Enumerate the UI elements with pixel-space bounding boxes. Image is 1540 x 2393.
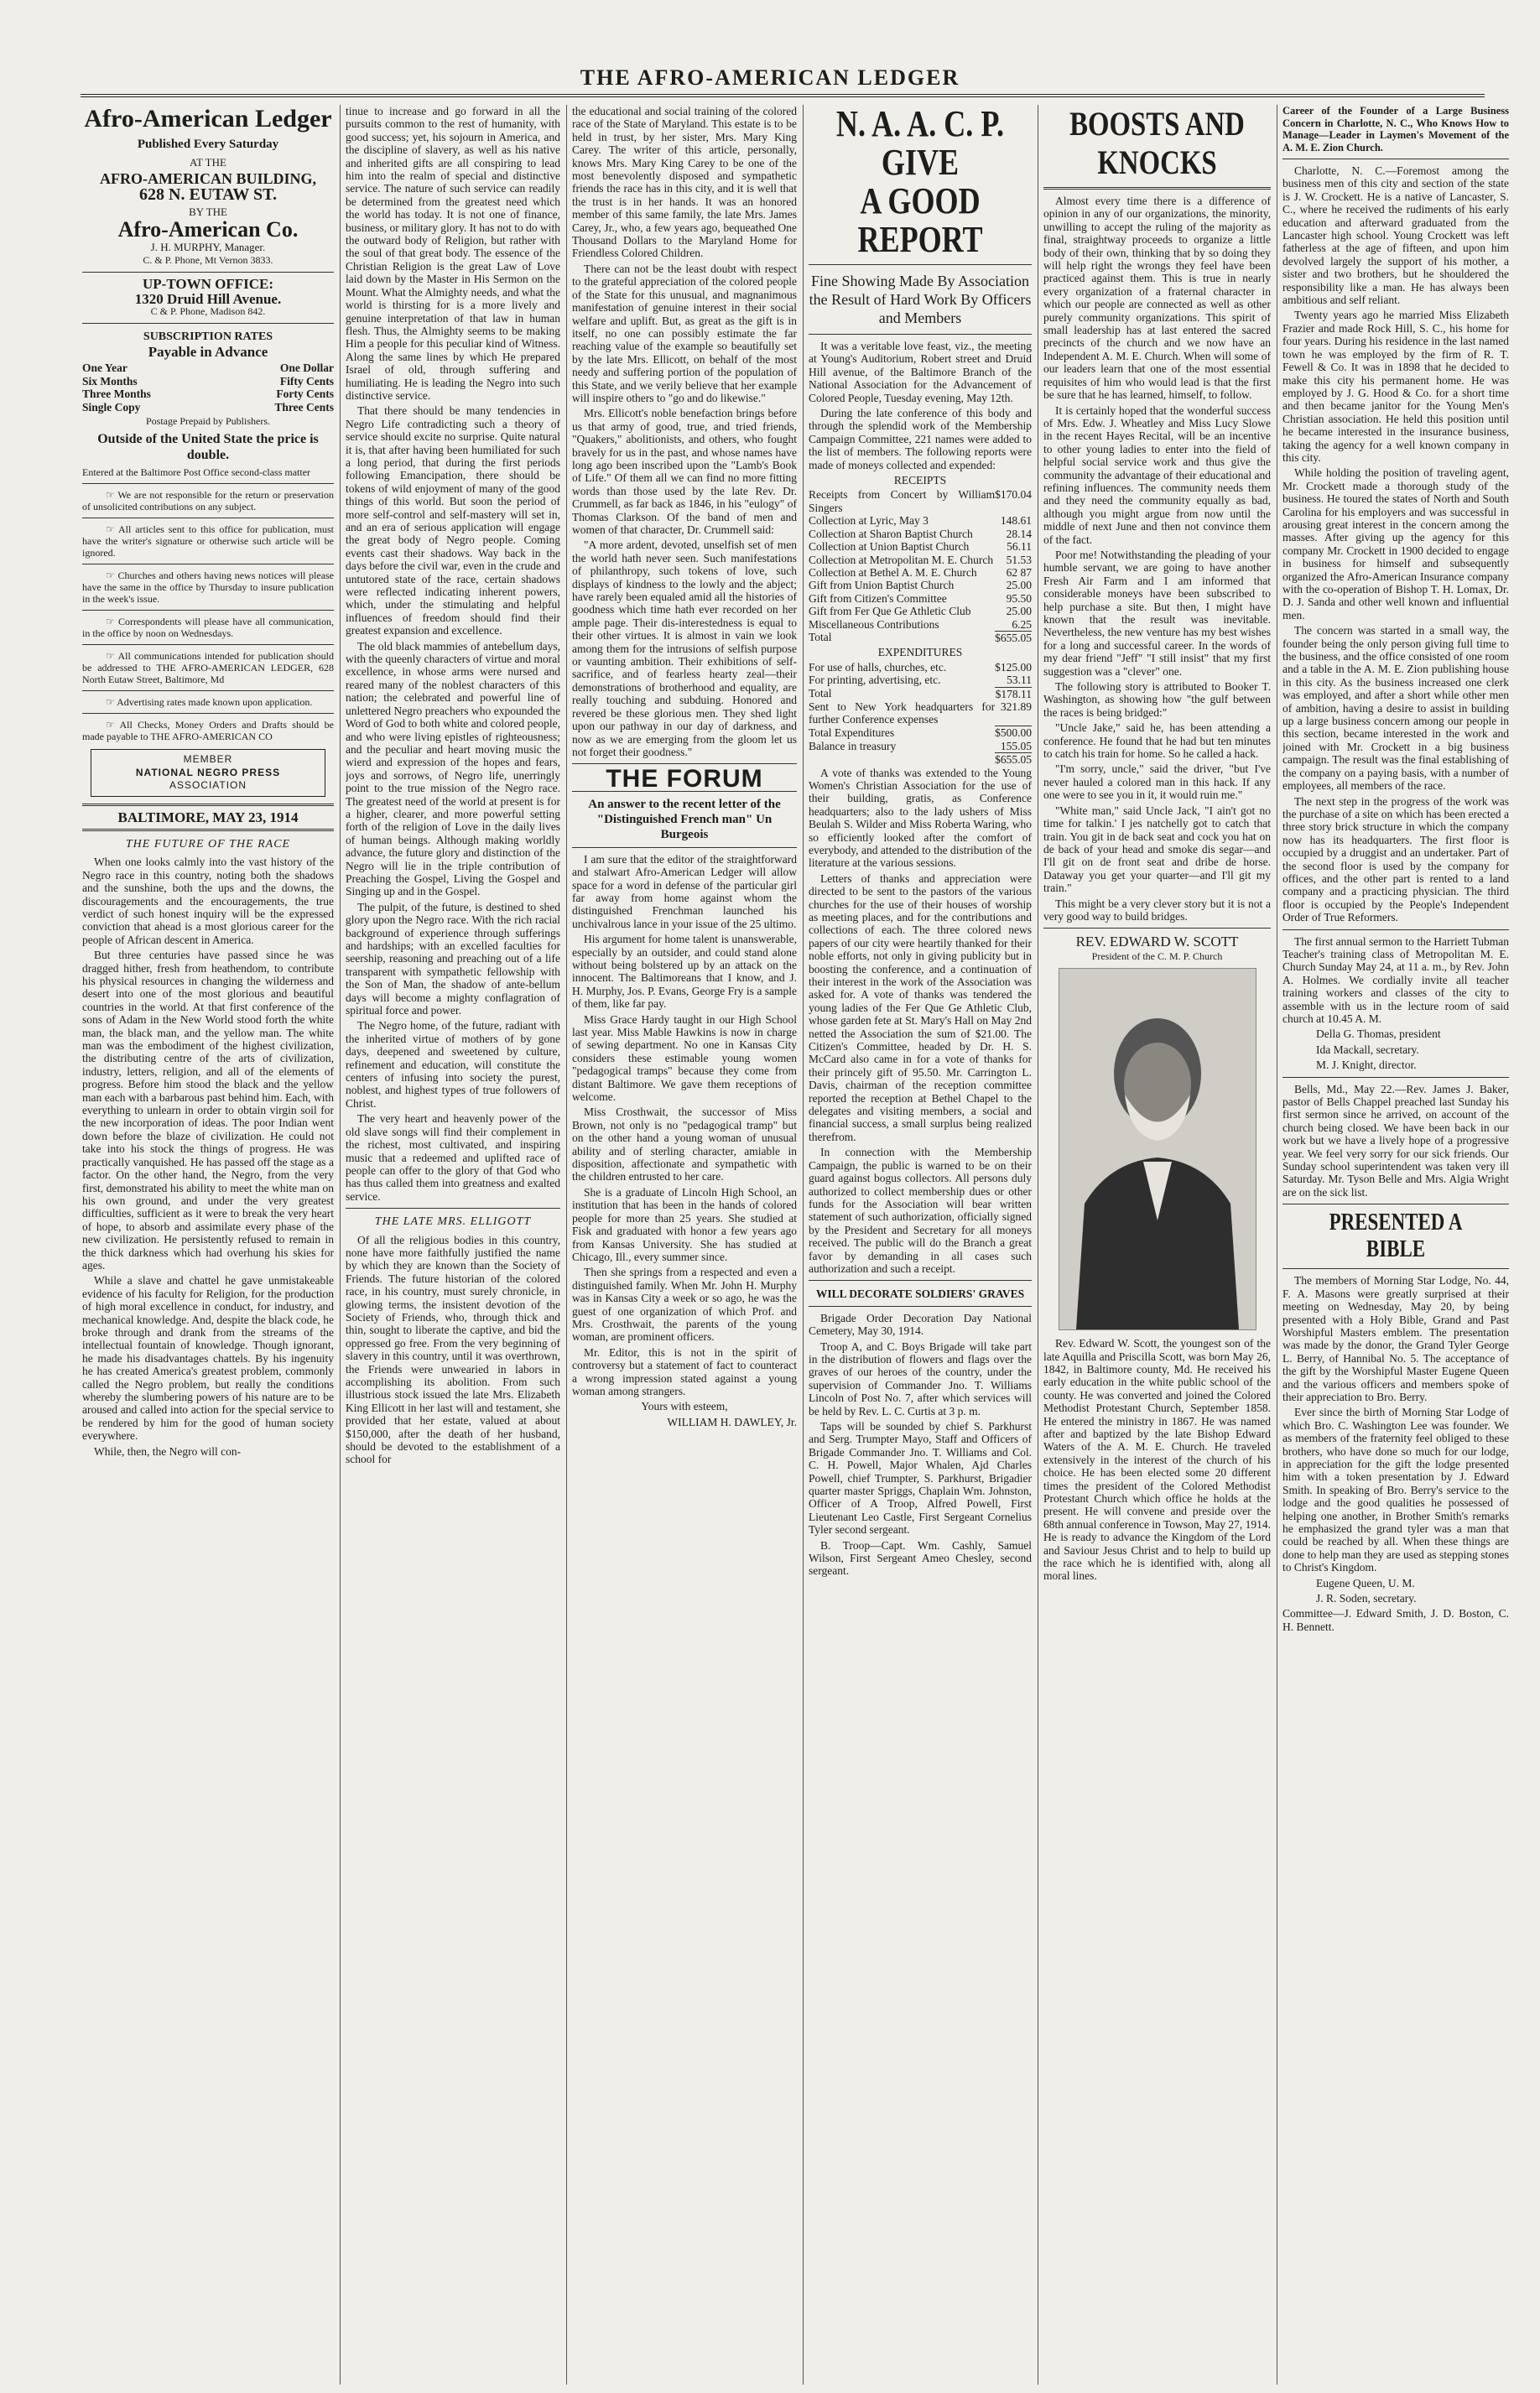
notice: ☞ We are not responsible for the return or preservation of unsolicited contributions on any subject. [82, 489, 334, 513]
notice: ☞ All communications intended for publication should be addressed to THE AFRO-AMERICAN LEDGER, 628 North Eutaw Street, Baltimore, Md [82, 650, 334, 686]
forum-title: THE FORUM [606, 765, 763, 793]
receipt-total-row: Total $655.05 [809, 631, 1032, 644]
manager: J. H. MURPHY, Manager. [150, 241, 266, 254]
elliott-paragraph: Mrs. Ellicott's noble benefaction brings before us that army of good, true, and tried friends, "Quakers," abolitionists, and others, who fought bravely for us in the past, and whose names have long ago been inscribed upon the "Lamb's Book of Life." Of them all we can find no more fitting words than those used by the late Rev. Dr. Crummell, as far back as 1846, in his "eulogy" of Thomas Clarkson. Of the band of men and women of that character, Dr. Crummell said: [572, 407, 797, 536]
graves-paragraph: Brigade Order Decoration Day National Cemetery, May 30, 1914. [809, 1311, 1032, 1338]
column-6 [1282, 105, 1509, 2385]
masthead: THE AFRO-AMERICAN LEDGER [580, 65, 960, 90]
boosts-paragraph: "Uncle Jake," said he, has been attending a conference. He found that he had but ten minutes to catch his train for home. So he called a hack. [1043, 721, 1271, 761]
forum-paragraph: His argument for home talent is unanswerable, especially by an outsider, and could stand alone without being bolstered up by an attack on the innocent. The Baltimoreans that I know, and J. H. Murphy, Jos. P. Evans, George Fry is a sample of them, like far pay. [572, 933, 797, 1011]
bible-signature: Committee—J. Edward Smith, J. D. Boston, C. H. Bennett. [1282, 1607, 1509, 1633]
receipt-row: Gift from Union Baptist Church 25.00 [809, 579, 1032, 592]
naacp-paragraph: During the late conference of this body and through the splendid work of the Membership Campaign Committee, 221 names were added to the list of members. The following reports were made of moneys collected and expended: [809, 407, 1032, 471]
grand-total-row: $655.05 [995, 753, 1032, 767]
elliott-paragraph: "A more ardent, devoted, unselfish set of men the world hath never seen. Such manifestations of philanthropy, such tokens of love, such displays of kindness to the lowly and the abject; have rarely been equaled amid all the histories of goodness which time hath ever recorded on her ample page. Their dis-interestedness is equal to their other virtues. It is almost in vain we look among them for the intrusions of selfish purpose or vaunting ambition. Their exhibitions of self-sacrifice, and of fearless hearty zeal—their demonstrations of brotherhood and equality, are really touching and subduing. Honored and revered be these glorious men. They shed light upon our pathway in our day of darkness, and now as we are emerging from the gloom let us not forget their goodness." [572, 538, 797, 758]
receipt-row: Collection at Sharon Baptist Church 28.14 [809, 527, 1032, 540]
phone: C. & P. Phone, Mt Vernon 3833. [143, 253, 273, 266]
forum-paragraph: Miss Crosthwait, the successor of Miss Brown, not only is no "pedagogical tramp" but on the other hand a young woman of unusual ability and of sterling character, amiable in disposition, affectionate and sympathetic with the children entrusted to her care. [572, 1105, 797, 1183]
editorial-paragraph: The pulpit, of the future, is destined to shed glory upon the Negro race. With the rich racial background of experience through sufferings and hardships; with an excelled faculties for seership, reasoning and preaching out of a life transparent with sympathetic fellowship with the Son of Man, the shadow of ante-bellum days will become a mighty conflagration of spiritual force and power. [346, 900, 560, 1017]
graves-paragraph: Troop A, and C. Boys Brigade will take part in the distribution of flowers and flags over the graves of our heroes of the country, under the supervision of Commander Jno. T. Williams Lincoln of Post No. 7, after which services will be held by Rev. L. C. Curtis at 3 p. m. [809, 1340, 1032, 1418]
naacp-paragraph: In connection with the Membership Campaign, the public is warned to be on their guard against bogus collectors. All persons duly authorized to collect membership dues or other funds for the Association will bear written statement of such authorization, officially signed by the President and Secretary for all moneys received. The public will do the Branch a great favor by demanding in all cases such authorization and such a receipt. [809, 1146, 1032, 1275]
building-name: AFRO-AMERICAN BUILDING, [99, 169, 316, 187]
sermon-signature: M. J. Knight, director. [1316, 1059, 1417, 1072]
uptown-address: 1320 Druid Hill Avenue. [134, 290, 282, 307]
forum-subtitle: An answer to the recent letter of the "Distinguished French man" Un Burgeois [588, 797, 781, 841]
pointing-hand-icon: ☞ [106, 616, 115, 628]
editorial-paragraph: The old black mammies of antebellum days, with the queenly characters of virtue and moral excellence, in whose arms were nursed and reared many of the noblest characters of this nation; the celebrated and powerful line of unlettered Negro preachers who expounded the Word of God to both white and colored people, and who were living epistles of righteousness; and the peculiar and heart moving music the wierd and expression of the hopes and fears, joys and sorrows, of Negro life, unerringly point to the true mission of the Negro race. The greatest need of the world at present is for a higher, clearer, and more powerful setting forth of the religion of Love in the daily lives of human beings. Although making worldly advance, the future glory and distinction of the Negro will lie in the triple contribution of Preaching the Gospel, Living the Gospel and Singing up and in the Gospel. [346, 639, 560, 898]
forum-paragraph: She is a graduate of Lincoln High School, an institution that has been in the hands of colored people for more than 25 years. She studied at Fisk and graduated with honor a few years ago from Kansas University. She has studied at Chicago, Ill., every summer since. [572, 1185, 797, 1263]
receipt-row: Gift from Fer Que Ge Athletic Club 25.00 [809, 605, 1032, 618]
by-the: BY THE [189, 205, 227, 218]
elliott-paragraph: Of all the religious bodies in this country, none have more faithfully justified the name by which they are known than the Society of Friends. The future historian of the colored race, in his country, must surely chronicle, in glowing terms, the insistent devotion of the Society of Friends, who, through thick and thin, sought to liberate the captive, and bid the oppressed go free. From the very beginning of slavery in this country, until it was overthrown, the Friends were unwearied in labors in accomplishing its abolition. From such illustrious stock issued the late Mrs. Elizabeth King Ellicott in her last will and testament, she provided that her estate, valued at about $150,000, after the death of her husband, should be devoted to the establishment of a school for [346, 1233, 560, 1466]
expenditures-heading: EXPENDITURES [877, 646, 963, 659]
at-the: AT THE [190, 156, 226, 169]
expenditure-total-row: Total $178.11 [809, 687, 1032, 700]
bible-title: PRESENTED A BIBLE [1329, 1210, 1463, 1263]
expenditure-row: For printing, advertising, etc. 53.11 [809, 674, 1032, 687]
receipt-row: Collection at Metropolitan M. E. Church 51.53 [809, 553, 1032, 566]
bio-paragraph: Rev. Edward W. Scott, the youngest son of the late Aquilla and Priscilla Scott, was born May 26, 1842, in Baltimore county, Md. He received his early education in the white public school of the county. He was converted and joined the Colored Methodist Protestant Church, September 1858. He entered the ministry in 1867. He was named after and baptized by the late Bishop Edward Waters of the A. M. E. Church. He traveled extensively in the interest of the church of his choice. He has been elected some 20 different times the president of the Colored Methodist Protestant Church which office he holds at the present. He will convene and preside over the 68th annual conference in Towson, May 27, 1914. He is ready to advance the Kingdom of the Lord and Saviour Jesus Christ and to help to build up the race which he is identified with, along all moral lines. [1043, 1337, 1271, 1583]
postage-note: Postage Prepaid by Publishers. [146, 414, 270, 427]
naacp-paragraph: Letters of thanks and appreciation were directed to be sent to the pastors of the various churches for the use of their houses of worship as meeting places, and for the contributions and collections of each. The three colored news papers of our city were heartily thanked for their noble efforts, not only in giving publicity but in boosting the conference, and a continuation of their interest in the work of the Association was asked for. A vote of thanks was tendered the young ladies of the Fer Que Ge Athletic Club, whose garden fete at St. Mary's Hall on May 2nd netted the Association the sum of $21.00. The Citizen's Committee, headed by Dr. H. S. McCard also came in for a vote of thanks for their princely gift of 95.50. Mr. Carrington L. Davis, chairman of the reception committee reported the reception at Bethel Chapel to the delegates and visiting members, a social and financial success, a small surplus being realized therefrom. [809, 871, 1032, 1143]
forum-paragraph: I am sure that the editor of the straightforward and stalwart Afro-American Ledger will allow space for a word in defense of the particular girl far away from home against whom the distinguished Frenchman launched his unchivalrous lance in your issue of the 25 ultimo. [572, 852, 797, 930]
bible-paragraph: Ever since the birth of Morning Star Lodge of which Bro. C. Washington Lee was founder. We as members of the fraternity feel obliged to these brothers, who have done so much for our lodge, in appreciation for the gift the lodge presented him with a token presentation by J. Edward Smith. In speaking of Bro. Berry's service to the lodge and the good qualities he possessed of helping one another, in Brother Smith's remarks he emphasized the grand tyler was a man that could be reached by all. When these things are done to help man they are used as stepping stones to Christ's Kingdom. [1282, 1406, 1509, 1574]
editorial-paragraph: When one looks calmly into the vast history of the Negro race in this country, noting both the shadows and the sunshine, both the ups and the downs, the discouragements and the encouragements, the true verdict of such honest inquiry will be the expressed conviction that ahead is a most glorious career for the people of African descent in America. [82, 856, 334, 946]
receipt-row: Collection at Union Baptist Church 56.11 [809, 540, 1032, 554]
dateline: BALTIMORE, MAY 23, 1914 [117, 809, 299, 825]
naacp-subhead: Fine Showing Made By Association the Result of Hard Work By Officers and Members [809, 273, 1032, 326]
crockett-paragraph: Twenty years ago he married Miss Elizabeth Frazier and made Rock Hill, S. C., his home for four years. During his residence in the last named town he was employed by the firm of R. T. Fewell & Co. It was in 1898 that he decided to make this city his permanent home. He was employed by J. G. Hood & Co. for a short time and then became janitor for the Young Men's Christian association. He held this position until he became interested in the insurance business, taking the agency for a well known company in this city. [1282, 309, 1509, 464]
graves-paragraph: Taps will be sounded by chief S. Parkhurst and Serg. Trumpter Mayo, Staff and Officers of Brigade Commander Jno. T. Williams and Col. C. H. Powell, Major Whalen, Ajd Charles Powell, chief Trumpter, S. Parkhurst, Brigadier quarter master Spriggs, Chaplain Wm. Johnston, Officer of A Troop, Alfred Powell, First Lieutenant Leo Castle, First Sergeant Cornelius Tyler second sergeant. [809, 1420, 1032, 1537]
rate-row: Three Months Forty Cents [82, 388, 334, 401]
portrait-photo [1059, 968, 1256, 1330]
expenditure-row: Sent to New York headquarters for further Conference expenses 321.89 [809, 700, 1032, 726]
editorial-paragraph: While a slave and chattel he gave unmistakeable evidence of his faculty for Religion, for the production of high moral excellence in conduct, for industry, and mechanical knowledge. And, despite the black code, he broke through and drank from the streams of the intellectual fountain of knowledge. Though ignorant, he made his disadvantages chattels. By his ingenuity he has created America's greatest problem, commonly called the Negro problem, but really the conditions whereby the slumbering powers of his nature are to be aroused and called into action for the special service to be rendered by him for the good of human society everywhere. [82, 1274, 334, 1443]
notice: ☞ Churches and others having news notices will please have the same in the office by Thursday to insure publication in the week's issue. [82, 570, 334, 606]
rate-row: One Year One Dollar [82, 362, 334, 375]
forum-paragraph: Then she springs from a respected and even a distinguished family. When Mr. John H. Murphy was in Kansas City a week or so ago, he was the guest of one organization of which Prof. and Mrs. Crosthwait, the parents of the young woman, are prominent officers. [572, 1266, 797, 1344]
crockett-paragraph: The concern was started in a small way, the founder being the only person giving full time to the business, and the office consisted of one room and a table in the A. M. E. Zion publishing house in this city. As the business increased one clerk was employed, and after a short while other men of ambition, having a desire to assist in building up a large business concern among our people in this section, became interested in the work and joined with Mr. Crockett in a big business campaign. The result was the final establishing of the company on a paying basis, with a number of employees, all members of the race. [1282, 624, 1509, 793]
pointing-hand-icon: ☞ [106, 696, 115, 709]
editorial-paragraph: That there should be many tendencies in Negro Life contradicting such a theory of service should excite no surprise. Quite natural it is, that after having been humiliated for such a long period, that during the first periods following Emancipation, there should be tokens of wild enjoyment of many of the good things of this world. But soon the period of more self-control and self-mastery will set in, and an era of serious application will engage the great body of Negro people. Coming events cast their shadows. Way back in the days before the civil war, even in the crude and untutored state of the race, certain shadows were reflected indicating inherent powers, which, under the stimulating and helpful influences of freedom should find their greatest expansion and excellence. [346, 404, 560, 637]
pointing-hand-icon: ☞ [106, 650, 115, 663]
editorial-paragraph: But three centuries have passed since he was dragged hither, fresh from heathendom, to contribute his physical resources in changing the wilderness and desert into one of the most glorious and beautiful countries in the world. At that first conference of the sons of Adam in the New World stood forth the white man, the black man, and the yellow man. The white man was the embodiment of the highest civilization, the distributing centre of the arts of civilization, industry, letters, religion, and all of the elements of progress. Before him stood the black and the yellow man each with a barbarous past behind him. Each, with everything to unlearn in order to obtain virgin soil for the new incorporation of ideas. The poor Indian went down before the blaze of civilization. He could not take into his stock the things of progress. He was practically vanquished. He has passed off the stage as a factor. On the other hand, the Negro, from the very first, demonstrated his ability to meet the white man on his own ground, and under the very greatest difficulties, sufficient as it were to break the very heart of hope, to absorb and assimilate every phase of the new civilization. He persistently refused to remain in the thick darkness which had overhung his skies for ages. [82, 949, 334, 1272]
boosts-paragraph: Poor me! Notwithstanding the pleading of your humble servant, we are going to have another Fresh Air Farm and I am informed that considerable moneys have been subscribed to help purchase a site. But then, I might have known that the result was inevitable. Nevertheless, the new venture has my best wishes for a long and successful career. In the words of my dear friend "Jeff" "I still insist" that my first suggestion was a "clever" one. [1043, 548, 1271, 678]
expenditures-table [809, 661, 1032, 767]
column-3 [572, 105, 797, 2385]
published-line: Published Every Saturday [137, 138, 279, 151]
naacp-title-line-1: N. A. A. C. P. GIVE [835, 105, 1005, 183]
rates-table [82, 362, 334, 414]
column-rule [566, 105, 567, 2385]
elliott-paragraph: the educational and social training of the colored race of the State of Maryland. This estate is to be held in trust, by her sister, Mrs. Mary King Carey. The writer of this article, personally, knows Mrs. Mary King Carey to be one of the most benevolently disposed and sympathetic friends the race has in this city, and it is well that the trust is in her hands. It was an honored member of this same family, the late Mrs. James Carey, Jr., who, a few years ago, bequeathed One Thousand Dollars to the Maryland Home for Friendless Colored Children. [572, 105, 797, 260]
elliott-title: THE LATE MRS. ELLIGOTT [374, 1215, 532, 1229]
column-2 [346, 105, 560, 2385]
forum-paragraph: Miss Grace Hardy taught in our High School last year. Miss Mable Hawkins is now in charge of sewing department. No one in Kansas City considers these estimable young women "pedagogical tramps" because they come from distant Baltimore. We gave them receptions of welcome. [572, 1012, 797, 1104]
forum-closing: Yours with esteem, [641, 1400, 728, 1413]
column-rule [340, 105, 341, 2385]
expenditure-row: Balance in treasury 155.05 [809, 739, 1032, 752]
sermon-paragraph: The first annual sermon to the Harriett Tubman Teacher's training class of Metropolitan M. E. Church Sunday May 24, at 11 a. m., by Rev. John A. Holmes. We cordially invite all teacher training workers and classes of the city to assemble with us in the lecture room of said church at 10.45 A. M. [1282, 934, 1509, 1025]
editorial-paragraph: The very heart and heavenly power of the old slave songs will find their complement in the richest, most cultivated, and inspiring music that a redeemed and uplifted race of people can offer to the glory of that God who has thus called them into greatness and exalted service. [346, 1112, 560, 1203]
naacp-paragraph: A vote of thanks was extended to the Young Women's Christian Association for the use of their building, gratis, as Conference headquarters; also to the lady ushers of Miss Beulah S. Wilder and Miss Roberta Waring, who so efficiently looked after the comfort of everybody, and attended to the distribution of the literature at the various sessions. [809, 766, 1032, 870]
portrait-figure-icon [1059, 969, 1256, 1329]
graves-paragraph: B. Troop—Capt. Wm. Cashly, Samuel Wilson, First Sergeant Ameo Chesley, second sergeant. [809, 1538, 1032, 1578]
portrait-caption: President of the C. M. P. Church [1091, 949, 1223, 962]
notice: ☞ All Checks, Money Orders and Drafts should be made payable to THE AFRO-AMERICAN CO [82, 719, 334, 743]
receipt-row: Collection at Lyric, May 3 148.61 [809, 514, 1032, 528]
crockett-paragraph: The next step in the progress of the work was the purchase of a site on which has been erected a three story brick structure in which the company now has its headquarters. The first floor is occupied by a druggist and an undertaker. Part of the second floor is used by the company for offices, and the other part is rented to a land company and a practicing physician. The third floor is occupied by the People's Independent Order of True Reformers. [1282, 794, 1509, 924]
receipt-row: Collection at Bethel A. M. E. Church 62 87 [809, 565, 1032, 579]
bible-signature: Eugene Queen, U. M. [1316, 1576, 1415, 1589]
pointing-hand-icon: ☞ [106, 489, 115, 502]
crockett-paragraph: Charlotte, N. C.—Foremost among the business men of this city and section of the state is J. W. Crockett. He is a native of Lancaster, S. C., where he received the rudiments of his early education and afterward graduated from the Lancaster high school. Young Crockett was left fatherless at the age of fifteen, and upon him devolved largely the support of his mother, a sister and two brothers, but he shouldered the responsibility like a man. He has always been ambitious and self reliant. [1282, 164, 1509, 307]
uptown-phone: C & P. Phone, Madison 842. [150, 305, 266, 318]
bible-signature: J. R. Soden, secretary. [1316, 1592, 1417, 1605]
entered-note: Entered at the Baltimore Post Office second-class matter [82, 466, 311, 479]
boosts-paragraph: "White man," said Uncle Jack, "I ain't got no time for talkin.' I jes natchelly got to catch that train. You git in de back seat and cock you hat on de back of your head and smoke dis segar—and I'll git on de front seat and dribe de horse. Dataway you get your quarter—and I'll git my train." [1043, 804, 1271, 895]
boosts-paragraph: The following story is attributed to Booker T. Washington, as showing how "the gulf between the races is being bridged:" [1043, 680, 1271, 719]
uptown-heading: UP-TOWN OFFICE: [143, 276, 273, 293]
boosts-title: BOOSTS AND KNOCKS [1069, 105, 1245, 181]
pointing-hand-icon: ☞ [106, 523, 115, 536]
boosts-paragraph: It is certainly hoped that the wonderful success of Mrs. Edw. J. Wheatley and Miss Lucy Slowe in the recent Hayes Recital, will be an incentive to other young ladies to enter into the field of helpful social service work and thus give the community the advantage of their educational and refining influences. The community needs them and they need the community equally as bad, although you might argue from now until the middle of next June and then not convince them of the fact. [1043, 403, 1271, 546]
editorial-paragraph: tinue to increase and go forward in all the pursuits common to the rest of humanity, with good success; yet, his sojourn in America, and the discipline of slavery, as well as his native and inherited gifts are all conspiring to lead him into the realm of special and distinctive service. The nature of such service can readily be determined from the greatest need which the world has today. It is not one of finance, business, or military glory. It has not to do with the outward body of Religion, but rather with the soul of that great body. The essence of the Christian Religion is the great Law of Love laid down by the Master in His Sermon on the Mount. What the Almighty needs, and what the world is thirsting for is a more lively and genuine interpretation of that law in human flesh. Thus, the Almighty seems to be making Him a people for this peculiar kind of Witness. Along the same lines by which He prepared Israel of old, through suffering and humiliating. He is leading the Negro into such distinctive service. [346, 105, 560, 402]
forum-paragraph: Mr. Editor, this is not in the spirit of controversy but a statement of fact to counteract a wrong impression stated against a young woman among strangers. [572, 1345, 797, 1397]
pointing-hand-icon: ☞ [106, 719, 115, 731]
forum-signature: WILLIAM H. DAWLEY, Jr. [667, 1415, 797, 1428]
notice: ☞ Correspondents will please have all communication, in the office by noon on Wednesdays. [82, 616, 334, 640]
expenditure-row: Total Expenditures $500.00 [809, 726, 1032, 740]
paper-name: Afro-American Ledger [84, 105, 332, 133]
column-rule [803, 105, 804, 2385]
receipts-heading: RECEIPTS [893, 474, 947, 487]
boosts-paragraph: Almost every time there is a difference of opinion in any of our organizations, the minority, unwilling to accept the ruling of the majority as final, straightway proceeds to organize a little body of their own, thinking that by so doing they will help right the wrongs they feel have been practiced against them. This is true in nearly every organization of a fraternal character in which our people are connected as well as other purely community organizations. This spirit of small leadership has at last entered the sacred precincts of the church and we now have an Independent A. M. E. Church. When will some of our leaders learn that one of the most essential requisites of him who would lead is that the first be sure that he has learned, himself, to follow. [1043, 195, 1271, 402]
crockett-paragraph: While holding the position of traveling agent, Mr. Crockett made a thorough study of the business. He toured the states of North and South Carolina for his employers and was successful in arousing great interest in the concern among the masses. After giving up the agency for this company Mr. Crockett in 1900 decided to engage in business for himself and subsequently organized the Afro-American Insurance company with the co-operation of Bishop T. H. Lomax, Dr. D. J. Sanda and other well known and influential men. [1282, 466, 1509, 622]
column-5 [1043, 105, 1271, 2385]
building-address: 628 N. EUTAW ST. [139, 185, 277, 205]
column-4 [809, 105, 1032, 2385]
editorial-title: THE FUTURE OF THE RACE [125, 837, 291, 851]
company-name: Afro-American Co. [117, 217, 299, 242]
boosts-paragraph: "I'm sorry, uncle," said the driver, "but I've never hauled a colored man in this hack. If any one were to see you in it, it would ruin me." [1043, 762, 1271, 802]
elliott-paragraph: There can not be the least doubt with respect to the grateful appreciation of the colored people of the State for this unusual, and magnanimous manifestation of genuine interest in their social welfare and uplift. But, as great as the gift is in itself, no one can possibly estimate the far reaching value of the example so beautifully set by the late Mrs. Ellicott, on behalf of the most needy and suffering portion of the population of this State, and we verily believe that her example will inspire others to "go and do likewise." [572, 262, 797, 404]
rate-row: Six Months Fifty Cents [82, 374, 334, 388]
press-association-stamp: MEMBER NATIONAL NEGRO PRESS ASSOCIATION [91, 749, 325, 796]
rate-row: Single Copy Three Cents [82, 400, 334, 414]
editorial-paragraph: While, then, the Negro will con- [94, 1444, 242, 1458]
expenditure-row: For use of halls, churches, etc. $125.00 [809, 660, 1032, 674]
subscription-heading: SUBSCRIPTION RATES [143, 330, 273, 344]
sermon-signature: Della G. Thomas, president [1316, 1027, 1441, 1041]
boosts-paragraph: This might be a very clever story but it is not a very good way to build bridges. [1043, 897, 1271, 923]
pointing-hand-icon: ☞ [106, 570, 115, 582]
receipt-row: Gift from Citizen's Committee 95.50 [809, 591, 1032, 605]
naacp-paragraph: It was a veritable love feast, viz., the meeting at Young's Auditorium, Robert street and Druid Hill avenue, of the Baltimore Branch of the National Association for the Advancement of Colored People, Tuesday evening, May 12th. [809, 340, 1032, 404]
receipts-table [809, 488, 1032, 644]
crockett-header: Career of the Founder of a Large Business Concern in Charlotte, N. C., Who Knows How to Manage—Leader in Laymen's Movement of the A. M. E. Zion Church. [1282, 105, 1509, 153]
masthead-rule [81, 94, 1485, 97]
outside-us-note: Outside of the United State the price is double. [97, 432, 319, 463]
bells-paragraph: Bells, Md., May 22.—Rev. James J. Baker, pastor of Bells Chappel preached last Sunday his first sermon since he arrived, on account of the church being closed. We have been back in our work but we have a lively hope of a progressive year. We feel very sorry for our sick friends. Our Sunday school superintendent was taken very ill Saturday. Mr. Tyson Belle and Mrs. Algia Wright are on the sick list. [1282, 1082, 1509, 1199]
sermon-signature: Ida Mackall, secretary. [1316, 1043, 1419, 1056]
receipt-row: Miscellaneous Contributions 6.25 [809, 617, 1032, 631]
bible-paragraph: The members of Morning Star Lodge, No. 44, F. A. Masons were greatly surprised at their meeting on Wednesday, May 20, by being presented with a Holy Bible, Grand and Past Worshipful Masters emblem. The presentation was made by the donor, the Grand Tyler George L. Berry, of Hannibal No. 5. The acceptance of the gift by the Worshipful Master Eugene Queen and the various officers and members spoke of their appreciation to Bro. Berry. [1282, 1274, 1509, 1403]
portrait-name: REV. EDWARD W. SCOTT [1075, 934, 1239, 950]
notice: ☞ All articles sent to this office for publication, must have the writer's signature or otherwise such article will be ignored. [82, 523, 334, 559]
column-1 [82, 105, 334, 2385]
receipt-row: Receipts from Concert by William Singers $170.04 [809, 488, 1032, 514]
naacp-title-line-2: A GOOD REPORT [857, 180, 983, 260]
payable-in-advance: Payable in Advance [148, 343, 268, 360]
graves-title: WILL DECORATE SOLDIERS' GRAVES [815, 1288, 1025, 1301]
editorial-paragraph: The Negro home, of the future, radiant with the inherited virtue of mothers of by gone days, deepened and sweetened by culture, refinement and education, will constitute the centers of infusing into society the purest, noblest, and highest types of true followers of Christ. [346, 1019, 560, 1110]
notice: ☞ Advertising rates made known upon application. [82, 696, 334, 708]
